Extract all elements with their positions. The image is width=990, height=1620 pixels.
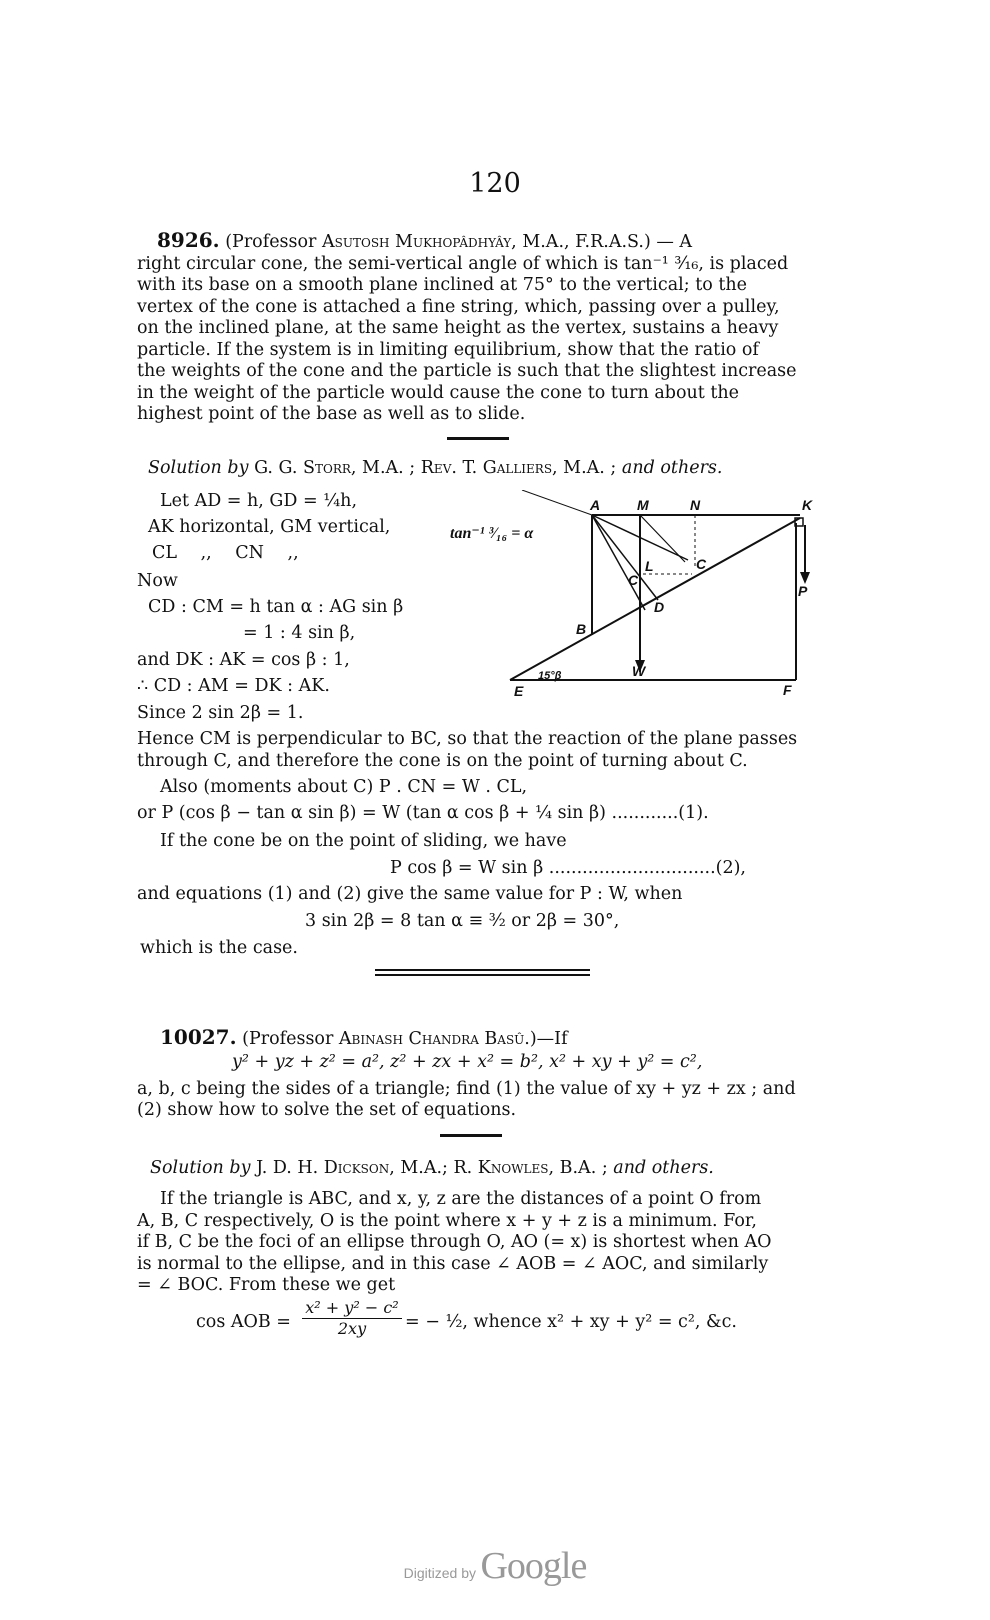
formula-rhs: = − ½, whence x² + xy + y² = c², &c.: [405, 1312, 737, 1332]
problem-line: right circular cone, the semi-vertical angle of which is tan⁻¹ ³⁄₁₆, is placed: [137, 253, 789, 274]
problem-line: in the weight of the particle would cause the cone to turn about the: [137, 382, 740, 403]
label-C2: C: [696, 556, 707, 572]
problem-8926: [137, 230, 827, 426]
watermark-prefix: Digitized by: [403, 1565, 477, 1581]
section-rule: [447, 437, 509, 440]
problem-line: with its base on a smooth plane inclined at 75° to the vertical; to the: [137, 275, 747, 295]
solution-2-body: [137, 1189, 822, 1297]
problem-line: the weights of the cone and the particle is such that the slightest increase: [137, 361, 797, 381]
label-C: C: [628, 572, 639, 588]
formula-lhs: cos AOB =: [196, 1312, 291, 1332]
derivation-line: ∴ CD : AM = DK : AK.: [137, 676, 330, 696]
solution-line: Hence CM is perpendicular to BC, so that the reaction of the plane passes: [137, 729, 798, 749]
solution-authors: G. G. Storr, M.A. ; Rev. T. Galliers, M.A. ;: [254, 458, 617, 478]
derivation-line: CD : CM = h tan α : AG sin β: [148, 597, 404, 617]
solution-line: 3 sin 2β = 8 tan α ≡ ³⁄₂ or 2β = 30°,: [305, 911, 620, 931]
solution-prefix: Solution by: [150, 1158, 251, 1178]
problem-line: on the inclined plane, at the same height as the vertex, sustains a heavy: [137, 318, 779, 338]
solution-line: through C, and therefore the cone is on the point of turning about C.: [137, 751, 748, 771]
label-F: F: [783, 682, 792, 698]
derivation-line: Let AD = h, GD = ¼h,: [160, 491, 358, 511]
section-double-rule: [375, 969, 590, 976]
solution-heading: [148, 458, 722, 478]
label-N: N: [690, 497, 701, 513]
solution-suffix: and others.: [613, 1158, 714, 1178]
author-degrees: M.A., F.R.A.S.) — A: [522, 232, 693, 252]
problem-number: 10027.: [160, 1025, 237, 1049]
cone-diagram: [440, 490, 830, 700]
label-angle: 15°β: [538, 670, 562, 682]
problem-10027-header: [160, 1025, 568, 1049]
label-A: A: [590, 497, 601, 513]
label-P: P: [798, 583, 808, 599]
formula-fraction: [302, 1298, 402, 1338]
label-B: B: [576, 621, 587, 637]
problem-line: a, b, c being the sides of a triangle; find (1) the value of xy + yz + zx ; and: [137, 1079, 796, 1099]
page-number: 120: [469, 168, 521, 199]
problem-equation: y² + yz + z² = a², z² + zx + x² = b², x² + xy + y² = c²,: [232, 1052, 703, 1072]
label-E: E: [514, 683, 524, 699]
label-L: L: [645, 558, 654, 574]
solution-line: = ∠ BOC. From these we get: [137, 1275, 396, 1295]
author-name: Abinash Chandra Basû.: [338, 1029, 530, 1049]
problem-line: particle. If the system is in limiting equilibrium, show that the ratio of: [137, 339, 759, 360]
solution-line: P cos β = W sin β ..............................(2),: [390, 858, 746, 878]
section-rule: [440, 1134, 502, 1137]
solution-line: if B, C be the foci of an ellipse through O, AO (= x) is shortest when AO: [137, 1232, 772, 1252]
derivation-line: = 1 : 4 sin β,: [243, 623, 356, 643]
derivation-line: Since 2 sin 2β = 1.: [137, 703, 304, 723]
google-logo: Google: [480, 1545, 587, 1587]
solution-heading: [150, 1158, 714, 1178]
solution-line: If the cone be on the point of sliding, we have: [160, 831, 567, 851]
solution-line: which is the case.: [140, 938, 298, 958]
solution-line: If the triangle is ABC, and x, y, z are the distances of a point O from: [160, 1189, 762, 1209]
author-open: (Professor: [242, 1029, 334, 1049]
formula-numerator: x² + y² − c²: [302, 1298, 402, 1319]
author-open: (Professor: [225, 232, 317, 252]
problem-line: vertex of the cone is attached a fine string, which, passing over a pulley,: [137, 296, 780, 317]
solution-line: or P (cos β − tan α sin β) = W (tan α cos β + ¼ sin β) ............(1).: [137, 803, 709, 823]
problem-number: 8926.: [157, 228, 220, 252]
solution-authors: J. D. H. Dickson, M.A.; R. Knowles, B.A. ;: [256, 1158, 608, 1178]
formula-denominator: 2xy: [337, 1319, 367, 1338]
solution-line: and equations (1) and (2) give the same value for P : W, when: [137, 884, 683, 904]
author-name: Asutosh Mukhopâdhyây,: [322, 232, 517, 252]
solution-suffix: and others.: [621, 458, 723, 478]
label-K: K: [802, 497, 813, 513]
solution-prefix: Solution by: [148, 458, 249, 478]
solution-line: is normal to the ellipse, and in this case ∠ AOB = ∠ AOC, and similarly: [137, 1253, 769, 1274]
digitized-watermark: [0, 1544, 990, 1588]
problem-line: highest point of the base as well as to slide.: [137, 404, 526, 424]
derivation-line: Now: [137, 571, 178, 591]
label-M: M: [637, 497, 649, 513]
derivation-line: and DK : AK = cos β : 1,: [137, 650, 350, 670]
problem-line: (2) show how to solve the set of equations.: [137, 1100, 517, 1120]
diagram-angle-label: tan⁻¹ ³⁄₁₆ = α: [450, 525, 534, 542]
author-close: )—If: [529, 1029, 568, 1049]
problem-header: [137, 230, 827, 254]
derivation-line: AK horizontal, GM vertical,: [148, 517, 391, 537]
solution-line: Also (moments about C) P . CN = W . CL,: [160, 777, 528, 797]
label-D: D: [654, 599, 665, 615]
solution-line: A, B, C respectively, O is the point where x + y + z is a minimum. For,: [137, 1210, 757, 1231]
label-W: W: [632, 663, 646, 679]
derivation-line: CL ,, CN ,,: [152, 543, 299, 563]
